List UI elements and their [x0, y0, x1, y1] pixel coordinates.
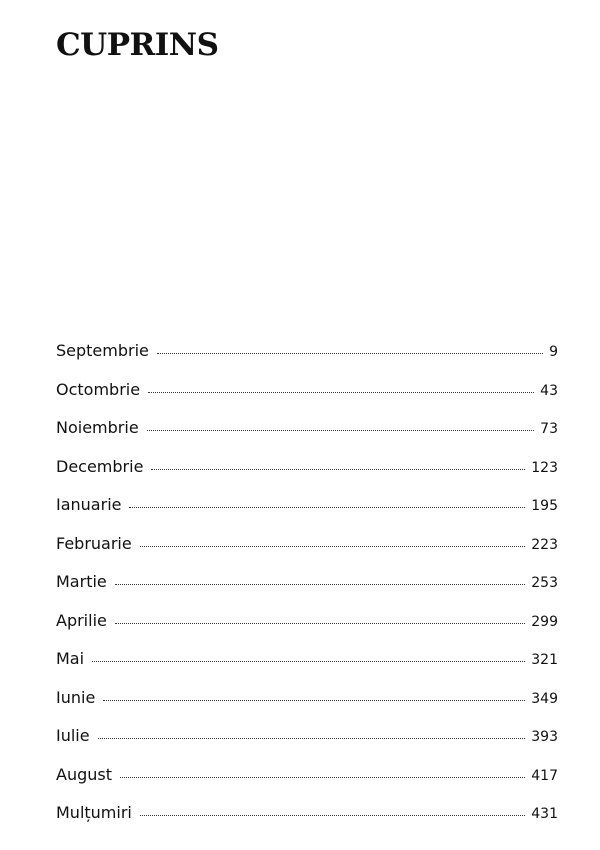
- toc-page-number: 321: [531, 652, 558, 668]
- toc-page-number: 349: [531, 690, 558, 707]
- toc-dot-leader: [98, 738, 526, 739]
- toc-page-number: 73: [540, 421, 558, 437]
- table-of-contents: [56, 341, 558, 842]
- toc-entry-octombrie: [56, 380, 558, 419]
- toc-entry-noiembrie: [56, 418, 558, 457]
- toc-dot-leader: [140, 815, 525, 816]
- toc-entry-label: Aprilie: [56, 610, 107, 630]
- toc-page-number: 123: [531, 459, 558, 476]
- toc-entry-multumiri: [56, 803, 558, 842]
- toc-entry-decembrie: [56, 457, 558, 496]
- toc-dot-leader: [147, 430, 535, 431]
- toc-entry-aprilie: [56, 611, 558, 650]
- toc-entry-label: Mulțumiri: [56, 803, 132, 822]
- toc-entry-label: Februarie: [56, 533, 132, 553]
- toc-page-number: 253: [531, 575, 558, 591]
- toc-entry-label: Mai: [56, 649, 85, 668]
- toc-entry-label: Iunie: [56, 687, 96, 707]
- toc-dot-leader: [151, 469, 525, 470]
- toc-entry-label: Noiembrie: [56, 418, 139, 437]
- toc-entry-iunie: [56, 688, 558, 727]
- toc-entry-label: Ianuarie: [56, 495, 122, 514]
- toc-entry-label: Iulie: [56, 726, 90, 745]
- toc-dot-leader: [120, 777, 525, 778]
- toc-dot-leader: [103, 700, 525, 701]
- toc-entry-label: Decembrie: [56, 456, 144, 476]
- toc-page-number: 195: [531, 498, 558, 514]
- toc-entry-label: Octombrie: [56, 379, 141, 399]
- toc-entry-iulie: [56, 726, 558, 765]
- toc-entry-septembrie: [56, 341, 558, 380]
- toc-page-number: 417: [531, 767, 558, 784]
- toc-dot-leader: [92, 661, 525, 662]
- toc-dot-leader: [115, 623, 525, 624]
- toc-page-number: 393: [531, 729, 558, 745]
- toc-entry-label: August: [56, 764, 112, 784]
- toc-page-number: 9: [549, 344, 558, 360]
- toc-entry-ianuarie: [56, 495, 558, 534]
- toc-dot-leader: [157, 353, 543, 354]
- toc-page-number: 223: [531, 536, 558, 553]
- toc-entry-februarie: [56, 534, 558, 573]
- toc-entry-label: Septembrie: [56, 341, 149, 360]
- toc-dot-leader: [140, 546, 526, 547]
- toc-dot-leader: [115, 584, 526, 585]
- toc-page-number: 299: [531, 613, 558, 630]
- toc-entry-august: [56, 765, 558, 804]
- toc-entry-label: Martie: [56, 572, 107, 591]
- toc-dot-leader: [129, 507, 525, 508]
- toc-entry-mai: [56, 649, 558, 688]
- toc-dot-leader: [148, 392, 534, 393]
- toc-page-number: 43: [540, 382, 558, 399]
- toc-page-number: 431: [531, 806, 558, 822]
- page-title: CUPRINS: [56, 27, 219, 63]
- toc-entry-martie: [56, 572, 558, 611]
